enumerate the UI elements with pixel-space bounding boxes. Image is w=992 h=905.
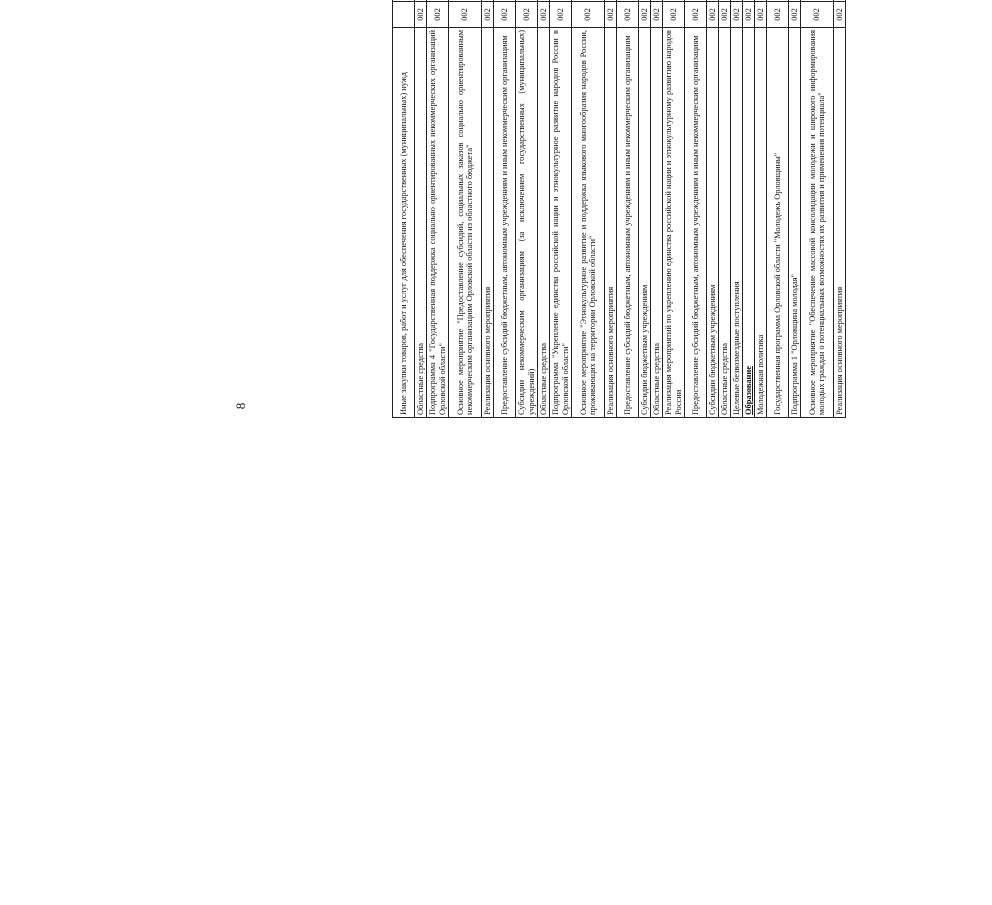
row-name: Реализация основного мероприятия xyxy=(834,28,846,418)
row-grbs-code: 002 xyxy=(449,2,482,28)
row-name: Субсидии бюджетным учреждениям xyxy=(707,28,719,418)
table-row xyxy=(663,0,685,418)
row-section-code xyxy=(516,0,538,2)
row-name: Подпрограмма 4 "Государственная поддержка социально ориентированных некоммерческих организаций Орловской области" xyxy=(427,28,449,418)
row-grbs-code: 002 xyxy=(719,2,731,28)
row-name: Реализация основного мероприятия xyxy=(605,28,617,418)
row-section-code xyxy=(651,0,663,2)
row-name: Областные средства xyxy=(651,28,663,418)
row-grbs-code: 002 xyxy=(516,2,538,28)
row-name: Областные средства xyxy=(719,28,731,418)
row-name: Субсидии бюджетным учреждениям xyxy=(639,28,651,418)
row-grbs-code: 002 xyxy=(617,2,639,28)
table-row xyxy=(801,0,834,418)
table-row xyxy=(538,0,550,418)
table-row xyxy=(651,0,663,418)
table-row xyxy=(617,0,639,418)
row-section-code xyxy=(789,0,801,2)
budget-table-sheet xyxy=(392,0,992,418)
row-section-code xyxy=(538,0,550,2)
row-name: Областные средства xyxy=(538,28,550,418)
budget-table xyxy=(392,0,846,418)
table-row xyxy=(415,0,427,418)
row-section-code xyxy=(605,0,617,2)
row-grbs-code: 002 xyxy=(550,2,572,28)
row-name: Молодежная политика xyxy=(755,28,767,418)
row-name: Образование xyxy=(743,28,755,418)
row-grbs-code: 002 xyxy=(685,2,707,28)
row-section-code xyxy=(743,0,755,2)
row-section-code xyxy=(639,0,651,2)
row-name: Предоставление субсидий бюджетным, автономным учреждениям и иным некоммерческим организациям xyxy=(494,28,516,418)
row-section-code xyxy=(834,0,846,2)
row-name: Реализация мероприятий по укреплению единства российской нации и этнокультурному развитию народов России xyxy=(663,28,685,418)
row-section-code xyxy=(415,0,427,2)
row-name: Иные закупки товаров, работ и услуг для обеспечения государственных (муниципальных) нужд xyxy=(393,28,415,418)
row-grbs-code: 002 xyxy=(755,2,767,28)
row-name: Основное мероприятие "Этнокультурное развитие и поддержка языкового многообразия народов России, проживающих на территории Орловской области" xyxy=(572,28,605,418)
row-section-code xyxy=(707,0,719,2)
row-name: Государственная программа Орловской области "Молодежь Орловщины" xyxy=(767,28,789,418)
table-row xyxy=(482,0,494,418)
row-section-code xyxy=(731,0,743,2)
row-grbs-code: 002 xyxy=(572,2,605,28)
page-number: 8 xyxy=(233,402,248,410)
table-row xyxy=(605,0,617,418)
row-grbs-code: 002 xyxy=(427,2,449,28)
table-row xyxy=(516,0,538,418)
table-row xyxy=(755,0,767,418)
row-section-code xyxy=(550,0,572,2)
row-grbs-code: 002 xyxy=(767,2,789,28)
row-grbs-code: 002 xyxy=(482,2,494,28)
row-grbs-code: 002 xyxy=(651,2,663,28)
row-section-code xyxy=(755,0,767,2)
row-grbs-code: 002 xyxy=(639,2,651,28)
row-grbs-code: 002 xyxy=(707,2,719,28)
row-grbs-code: 002 xyxy=(605,2,617,28)
table-row xyxy=(789,0,801,418)
row-section-code xyxy=(719,0,731,2)
row-name: Подпрограмма 1 "Орловщина молодая" xyxy=(789,28,801,418)
row-section-code xyxy=(663,0,685,2)
row-section-code xyxy=(572,0,605,2)
row-grbs-code: 002 xyxy=(415,2,427,28)
row-name: Основное мероприятие "Предоставление субсидий, социальных заказов социально ориентированным некоммерческим организациям Орловской области из областного бюджета" xyxy=(449,28,482,418)
row-name: Подпрограмма "Укрепление единства российской нации и этнокультурное развитие народов России в Орловской области" xyxy=(550,28,572,418)
row-name: Реализация основного мероприятия xyxy=(482,28,494,418)
row-grbs-code: 002 xyxy=(789,2,801,28)
table-row xyxy=(449,0,482,418)
table-row xyxy=(767,0,789,418)
table-row xyxy=(743,0,755,418)
table-row xyxy=(393,0,415,418)
table-row xyxy=(494,0,516,418)
row-section-code xyxy=(685,0,707,2)
row-section-code xyxy=(449,0,482,2)
row-name: Целевые безвозмездные поступления xyxy=(731,28,743,418)
table-row xyxy=(427,0,449,418)
table-row xyxy=(639,0,651,418)
row-grbs-code: 002 xyxy=(731,2,743,28)
row-section-code xyxy=(801,0,834,2)
row-section-code xyxy=(482,0,494,2)
row-name: Основное мероприятие "Обеспечение массовой консолидации молодежи и широкого информирования молодых граждан о потенциальных возможностях их развития и применения потенциала" xyxy=(801,28,834,418)
table-row xyxy=(550,0,572,418)
table-row xyxy=(572,0,605,418)
row-section-code xyxy=(617,0,639,2)
table-row xyxy=(707,0,719,418)
row-section-code xyxy=(393,0,415,2)
table-row xyxy=(685,0,707,418)
row-section-code xyxy=(494,0,516,2)
row-name: Областные средства xyxy=(415,28,427,418)
row-grbs-code: 002 xyxy=(663,2,685,28)
row-section-code xyxy=(427,0,449,2)
row-name: Субсидии некоммерческим организациям (за исключением государственных (муниципальных) учреждений) xyxy=(516,28,538,418)
row-section-code xyxy=(767,0,789,2)
row-grbs-code: 002 xyxy=(801,2,834,28)
row-name: Предоставление субсидий бюджетным, автономным учреждениям и иным некоммерческим организациям xyxy=(617,28,639,418)
row-grbs-code: 002 xyxy=(743,2,755,28)
row-grbs-code: 002 xyxy=(538,2,550,28)
table-row xyxy=(834,0,846,418)
row-name: Предоставление субсидий бюджетным, автономным учреждениям и иным некоммерческим организациям xyxy=(685,28,707,418)
row-grbs-code: 002 xyxy=(834,2,846,28)
table-row xyxy=(719,0,731,418)
row-grbs-code xyxy=(393,2,415,28)
table-row xyxy=(731,0,743,418)
row-grbs-code: 002 xyxy=(494,2,516,28)
